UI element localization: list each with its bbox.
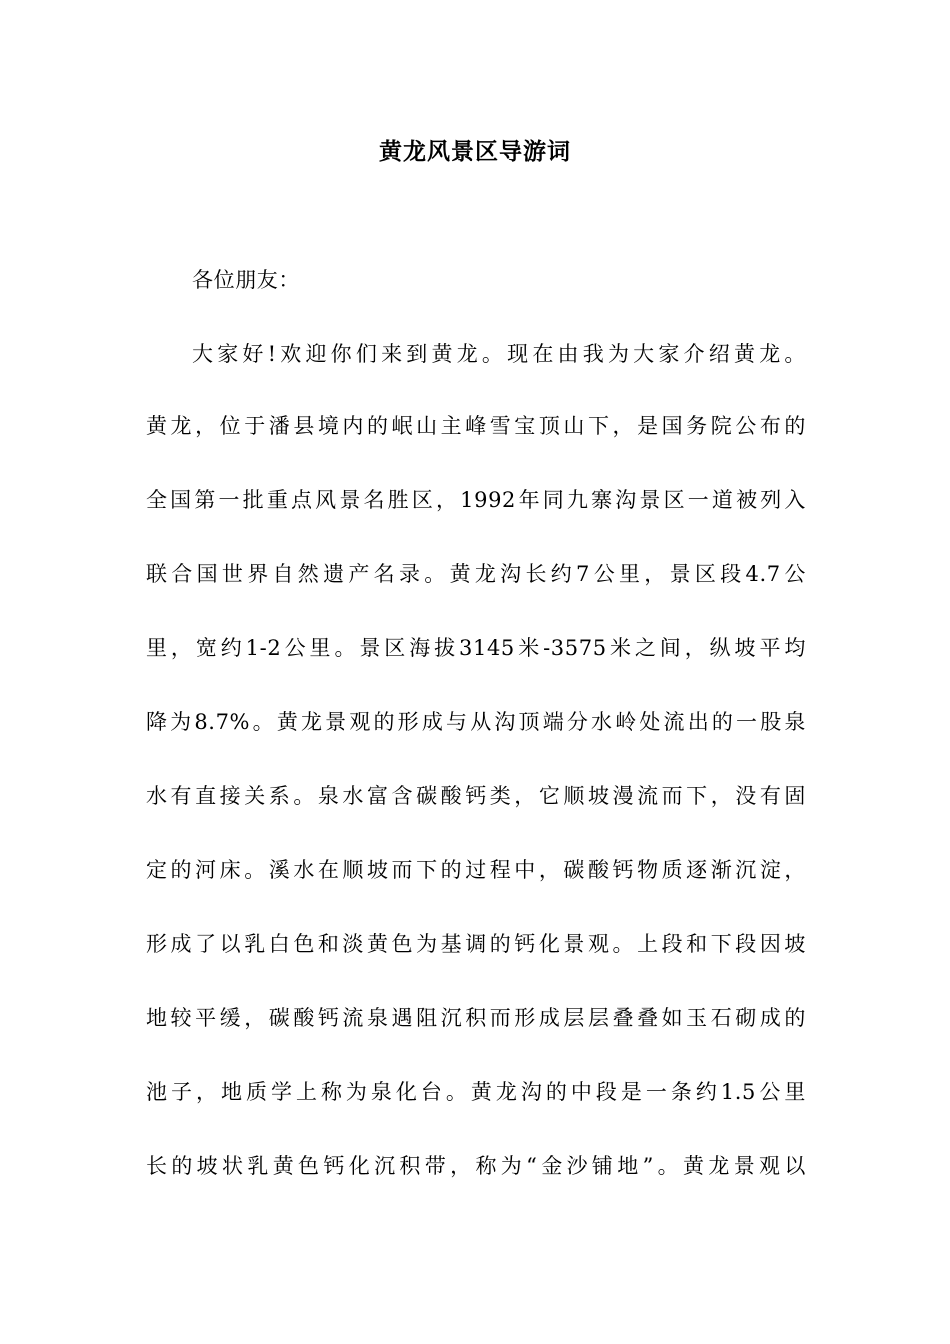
paragraph-line: 池子，地质学上称为泉化台。黄龙沟的中段是一条约1.5公里 — [146, 1080, 806, 1104]
paragraph-line: 水有直接关系。泉水富含碳酸钙类，它顺坡漫流而下，没有固 — [146, 784, 806, 808]
paragraph-line: 降为8.7%。黄龙景观的形成与从沟顶端分水岭处流出的一股泉 — [146, 710, 806, 734]
paragraph-line: 形成了以乳白色和淡黄色为基调的钙化景观。上段和下段因坡 — [146, 932, 806, 956]
document-title: 黄龙风景区导游词 — [379, 138, 571, 165]
paragraph-line: 长的坡状乳黄色钙化沉积带，称为“金沙铺地”。黄龙景观以 — [146, 1154, 806, 1178]
paragraph-line: 地较平缓，碳酸钙流泉遇阻沉积而形成层层叠叠如玉石砌成的 — [146, 1006, 806, 1030]
paragraph-line: 定的河床。溪水在顺坡而下的过程中，碳酸钙物质逐渐沉淀， — [146, 858, 806, 882]
greeting: 各位朋友： — [192, 268, 300, 292]
paragraph-line: 大家好!欢迎你们来到黄龙。现在由我为大家介绍黄龙。 — [192, 342, 806, 366]
paragraph-line: 全国第一批重点风景名胜区，1992年同九寨沟景区一道被列入 — [146, 488, 806, 512]
paragraph-line: 黄龙，位于潘县境内的岷山主峰雪宝顶山下，是国务院公布的 — [146, 414, 806, 438]
paragraph-line: 联合国世界自然遗产名录。黄龙沟长约7公里，景区段4.7公 — [146, 562, 806, 586]
paragraph-line: 里，宽约1-2公里。景区海拔3145米-3575米之间，纵坡平均 — [146, 636, 806, 660]
